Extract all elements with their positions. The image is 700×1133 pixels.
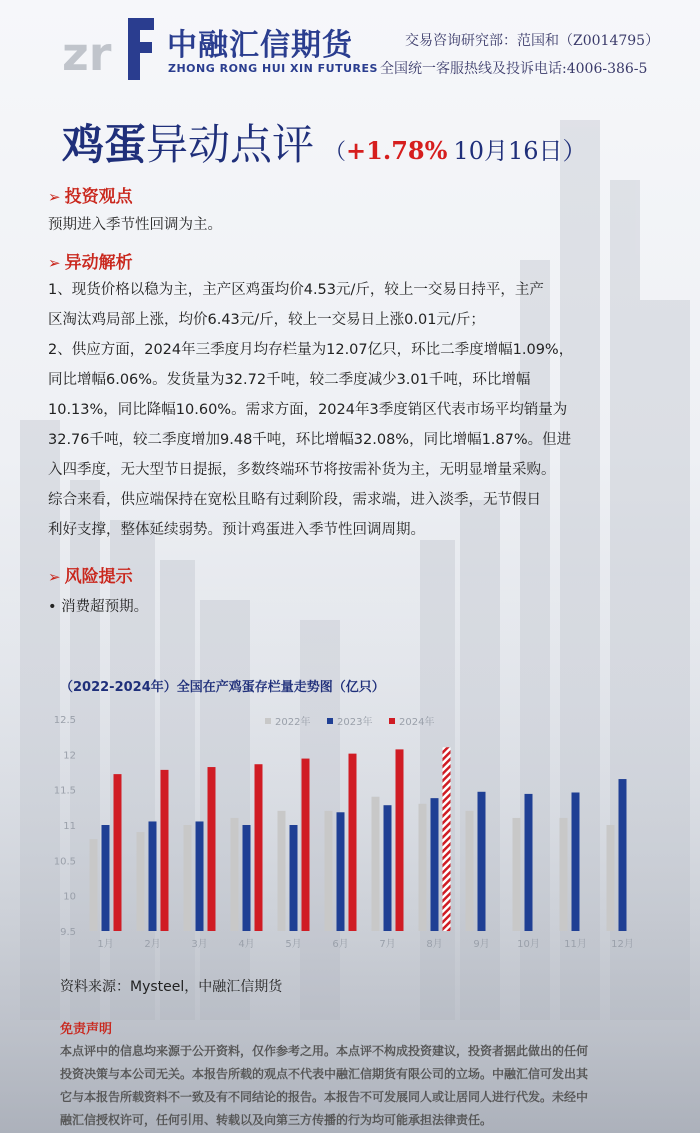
section-heading-risk-label: 风险提示 xyxy=(64,567,133,587)
service-hotline: 全国统一客服热线及投诉电话:4006-386-5 xyxy=(380,61,648,77)
bar-2023年-2月 xyxy=(149,821,157,931)
company-logo-icon xyxy=(62,12,162,80)
bar-2024年-3月 xyxy=(208,767,216,931)
y-tick-label: 12 xyxy=(63,750,76,762)
x-tick-label: 6月 xyxy=(332,939,349,950)
analysis-line: 1、现货价格以稳为主，主产区鸡蛋均价4.53元/斤，较上一交易日持平，主产 xyxy=(48,282,544,298)
legend-swatch xyxy=(265,718,271,724)
x-tick-label: 8月 xyxy=(426,939,443,950)
analysis-line: 同比增幅6.06%。发货量为32.72千吨，较二季度减少3.01千吨，环比增幅 xyxy=(48,372,531,388)
logo-chinese-name: 中融汇信期货 xyxy=(167,28,353,63)
legend-label: 2024年 xyxy=(399,717,435,728)
arrow-right-icon: ➢ xyxy=(48,254,61,272)
legend-swatch xyxy=(327,718,333,724)
section-heading-analysis-label: 异动解析 xyxy=(64,253,133,273)
bar-2024年-2月 xyxy=(161,770,169,931)
bar-2023年-11月 xyxy=(572,792,580,931)
section-heading-view xyxy=(48,182,133,207)
disclaimer-line: 它与本报告所载资料不一致及有不同结论的报告。本报告不可发展同人或让居同人进行代发。未经中 xyxy=(60,1090,589,1104)
y-tick-label: 11 xyxy=(63,821,76,832)
bar-2022年-3月 xyxy=(184,825,192,931)
y-tick-label: 10.5 xyxy=(53,856,76,868)
section-heading-risk xyxy=(48,562,133,587)
bar-2023年-9月 xyxy=(478,792,486,931)
analysis-line: 利好支撑，整体延续弱势。预计鸡蛋进入季节性回调周期。 xyxy=(48,522,425,538)
bar-2022年-5月 xyxy=(278,811,286,931)
bar-2024年-4月 xyxy=(255,764,263,931)
bar-2022年-9月 xyxy=(466,811,474,931)
bar-2024年-5月 xyxy=(302,759,310,931)
legend-label: 2023年 xyxy=(337,717,373,728)
bar-2022年-8月 xyxy=(419,804,427,931)
bar-2024年-6月 xyxy=(349,754,357,931)
bar-2023年-1月 xyxy=(102,825,110,931)
analysis-line: 32.76千吨，较二季度增加9.48千吨，环比增幅32.08%，同比增幅1.87%。但进 xyxy=(48,432,572,448)
analysis-line: 入四季度，无大型节日提振，多数终端环节将按需补货为主，无明显增量采购。 xyxy=(48,462,556,478)
y-tick-label: 12.5 xyxy=(53,715,76,726)
disclaimer-heading: 免责声明 xyxy=(60,1022,113,1037)
title-paren: （ xyxy=(324,140,347,165)
analysis-line: 区淘汰鸡局部上涨，均价6.43元/斤，较上一交易日上涨0.01元/斤； xyxy=(48,312,485,328)
title-topic: 异动点评 xyxy=(146,120,315,169)
disclaimer-line: 融汇信授权许可，任何引用、转载以及向第三方传播的行为均可能承担法律责任。 xyxy=(60,1113,493,1127)
analysis-text xyxy=(48,275,664,545)
bar-2022年-4月 xyxy=(231,818,239,931)
disclaimer-line: 本点评中的信息均来源于公开资料，仅作参考之用。本点评不构成投资建议，投资者据此做出的任何 xyxy=(60,1044,589,1058)
logo-english-name: ZHONG RONG HUI XIN FUTURES xyxy=(168,62,378,75)
title-change: +1.78% xyxy=(346,136,448,165)
bar-2024年-8月 xyxy=(443,747,451,931)
x-tick-label: 10月 xyxy=(517,939,540,950)
disclaimer-line: 投资决策与本公司无关。本报告所载的观点不代表中融汇信期货有限公司的立场。中融汇信可发出其 xyxy=(60,1067,589,1081)
section-heading-view-label: 投资观点 xyxy=(64,187,133,207)
bar-2022年-10月 xyxy=(513,818,521,931)
bar-2023年-7月 xyxy=(384,805,392,931)
analysis-line: 2、供应方面，2024年三季度月均存栏量为12.07亿只，环比二季度增幅1.09%， xyxy=(48,342,574,358)
research-department-line: 交易咨询研究部：范国和（Z0014795） xyxy=(405,33,660,49)
chart-title: （2022-2024年）全国在产鸡蛋存栏量走势图（亿只） xyxy=(60,680,385,695)
bar-2023年-10月 xyxy=(525,794,533,931)
bar-2022年-12月 xyxy=(607,825,615,931)
egg-inventory-chart xyxy=(50,705,650,960)
x-tick-label: 12月 xyxy=(611,939,634,950)
y-tick-label: 11.5 xyxy=(53,785,76,797)
bar-2022年-2月 xyxy=(137,832,145,931)
x-tick-label: 9月 xyxy=(473,939,490,950)
analysis-line: 综合来看，供应端保持在宽松且略有过剩阶段，需求端，进入淡季，无节假日 xyxy=(48,492,541,508)
bar-2023年-6月 xyxy=(337,812,345,931)
bar-2023年-5月 xyxy=(290,825,298,931)
y-axis xyxy=(54,715,76,938)
arrow-right-icon: ➢ xyxy=(48,188,61,206)
chart-legend xyxy=(265,715,434,728)
title-date: 10月16日） xyxy=(453,137,587,165)
x-tick-label: 4月 xyxy=(238,939,255,950)
chart-bars xyxy=(90,747,627,931)
bar-2023年-8月 xyxy=(431,798,439,931)
x-tick-label: 11月 xyxy=(564,939,587,950)
risk-text: • 消费超预期。 xyxy=(48,599,149,615)
x-axis xyxy=(97,938,634,950)
section-heading-analysis xyxy=(48,248,133,273)
bar-2024年-7月 xyxy=(396,749,404,931)
bar-2022年-6月 xyxy=(325,811,333,931)
bar-2024年-1月 xyxy=(114,774,122,931)
data-source: 资料来源：Mysteel，中融汇信期货 xyxy=(60,979,283,995)
x-tick-label: 2月 xyxy=(144,939,161,950)
analysis-line: 10.13%，同比降幅10.60%。需求方面，2024年3季度销区代表市场平均销量为 xyxy=(48,402,568,418)
bar-2023年-3月 xyxy=(196,821,204,931)
bar-2023年-4月 xyxy=(243,825,251,931)
bar-2022年-11月 xyxy=(560,818,568,931)
x-tick-label: 1月 xyxy=(97,939,114,950)
legend-label: 2022年 xyxy=(275,717,311,728)
view-text: 预期进入季节性回调为主。 xyxy=(48,217,222,233)
arrow-right-icon: ➢ xyxy=(48,568,61,586)
x-tick-label: 7月 xyxy=(379,939,396,950)
title-product: 鸡蛋 xyxy=(62,120,147,169)
page-title xyxy=(62,112,587,172)
x-tick-label: 5月 xyxy=(285,939,302,950)
bar-2022年-7月 xyxy=(372,797,380,931)
bar-2023年-12月 xyxy=(619,779,627,931)
svg-text:zr: zr xyxy=(62,27,112,80)
x-tick-label: 3月 xyxy=(191,939,208,950)
y-tick-label: 9.5 xyxy=(60,927,76,938)
disclaimer-text xyxy=(60,1040,660,1132)
bar-2022年-1月 xyxy=(90,839,98,931)
legend-swatch xyxy=(389,718,395,724)
y-tick-label: 10 xyxy=(63,891,76,903)
